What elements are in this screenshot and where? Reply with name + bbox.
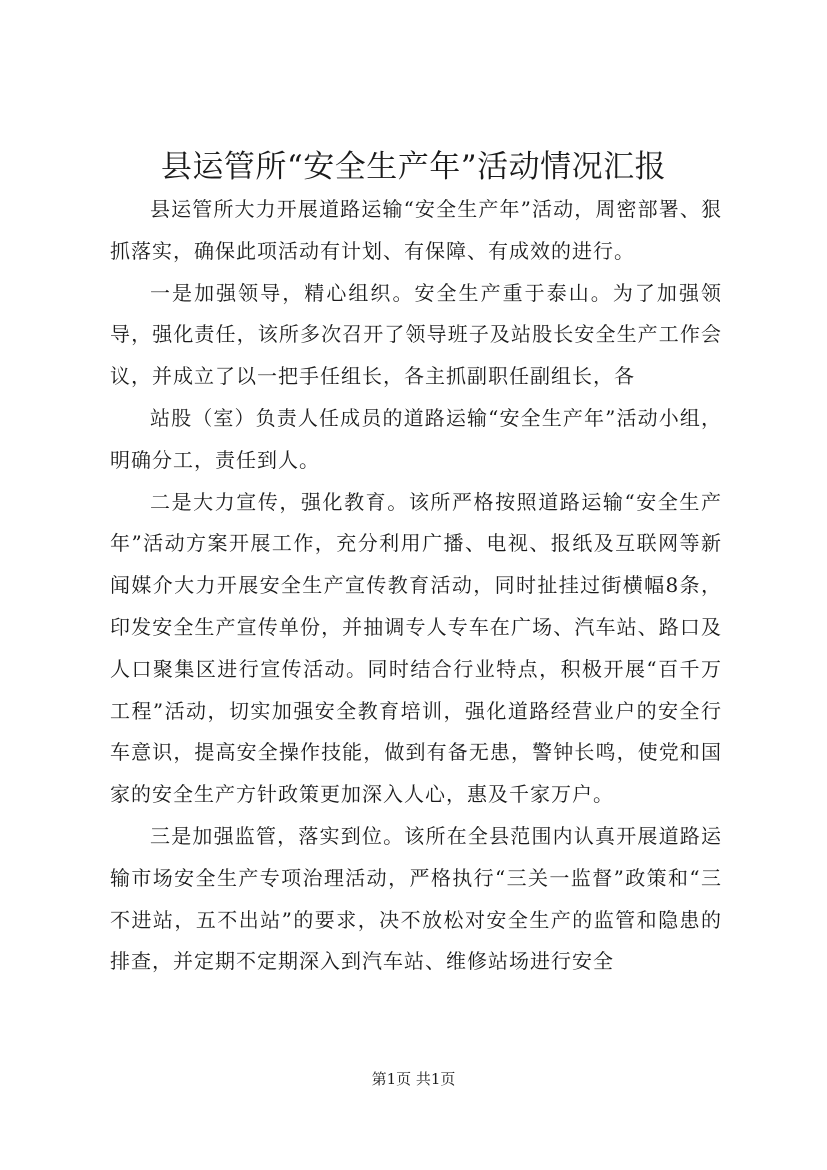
- paragraph-leadership: 一是加强领导，精心组织。安全生产重于泰山。为了加强领导，强化责任，该所多次召开了领导班子及站股长安全生产工作会议，并成立了以一把手任组长，各主抓副职任副组长，各: [110, 280, 722, 389]
- document-title: 县运管所“安全生产年”活动情况汇报: [160, 149, 667, 185]
- document-body: [110, 189, 722, 983]
- paragraph-intro: 县运管所大力开展道路运输“安全生产年”活动，周密部署、狠抓落实，确保此项活动有计划、有保障、有成效的进行。: [110, 197, 722, 263]
- paragraph-publicity: 二是大力宣传，强化教育。该所严格按照道路运输“安全生产年”活动方案开展工作，充分利用广播、电视、报纸及互联网等新闻媒介大力开展安全生产宣传教育活动，同时扯挂过街横幅8条，印发安全生产宣传单份，并抽调专人专车在广场、汽车站、路口及人口聚集区进行宣传活动。同时结合行业特点，积极开展“百千万工程”活动，切实加强安全教育培训，强化道路经营业户的安全行车意识，提高安全操作技能，做到有备无患，警钟长鸣，使党和国家的安全生产方针政策更加深入人心，惠及千家万户。: [110, 489, 722, 807]
- paragraph-leadership-cont: 站股（室）负责人任成员的道路运输“安全生产年”活动小组，明确分工，责任到人。: [110, 405, 722, 472]
- paragraph-supervision: 三是加强监管，落实到位。该所在全县范围内认真开展道路运输市场安全生产专项治理活动，严格执行“三关一监督”政策和“三不进站，五不出站”的要求，决不放松对安全生产的监管和隐患的排查，并定期不定期深入到汽车站、维修站场进行安全: [110, 823, 722, 974]
- page-number-footer: 第1页 共1页: [371, 1070, 456, 1088]
